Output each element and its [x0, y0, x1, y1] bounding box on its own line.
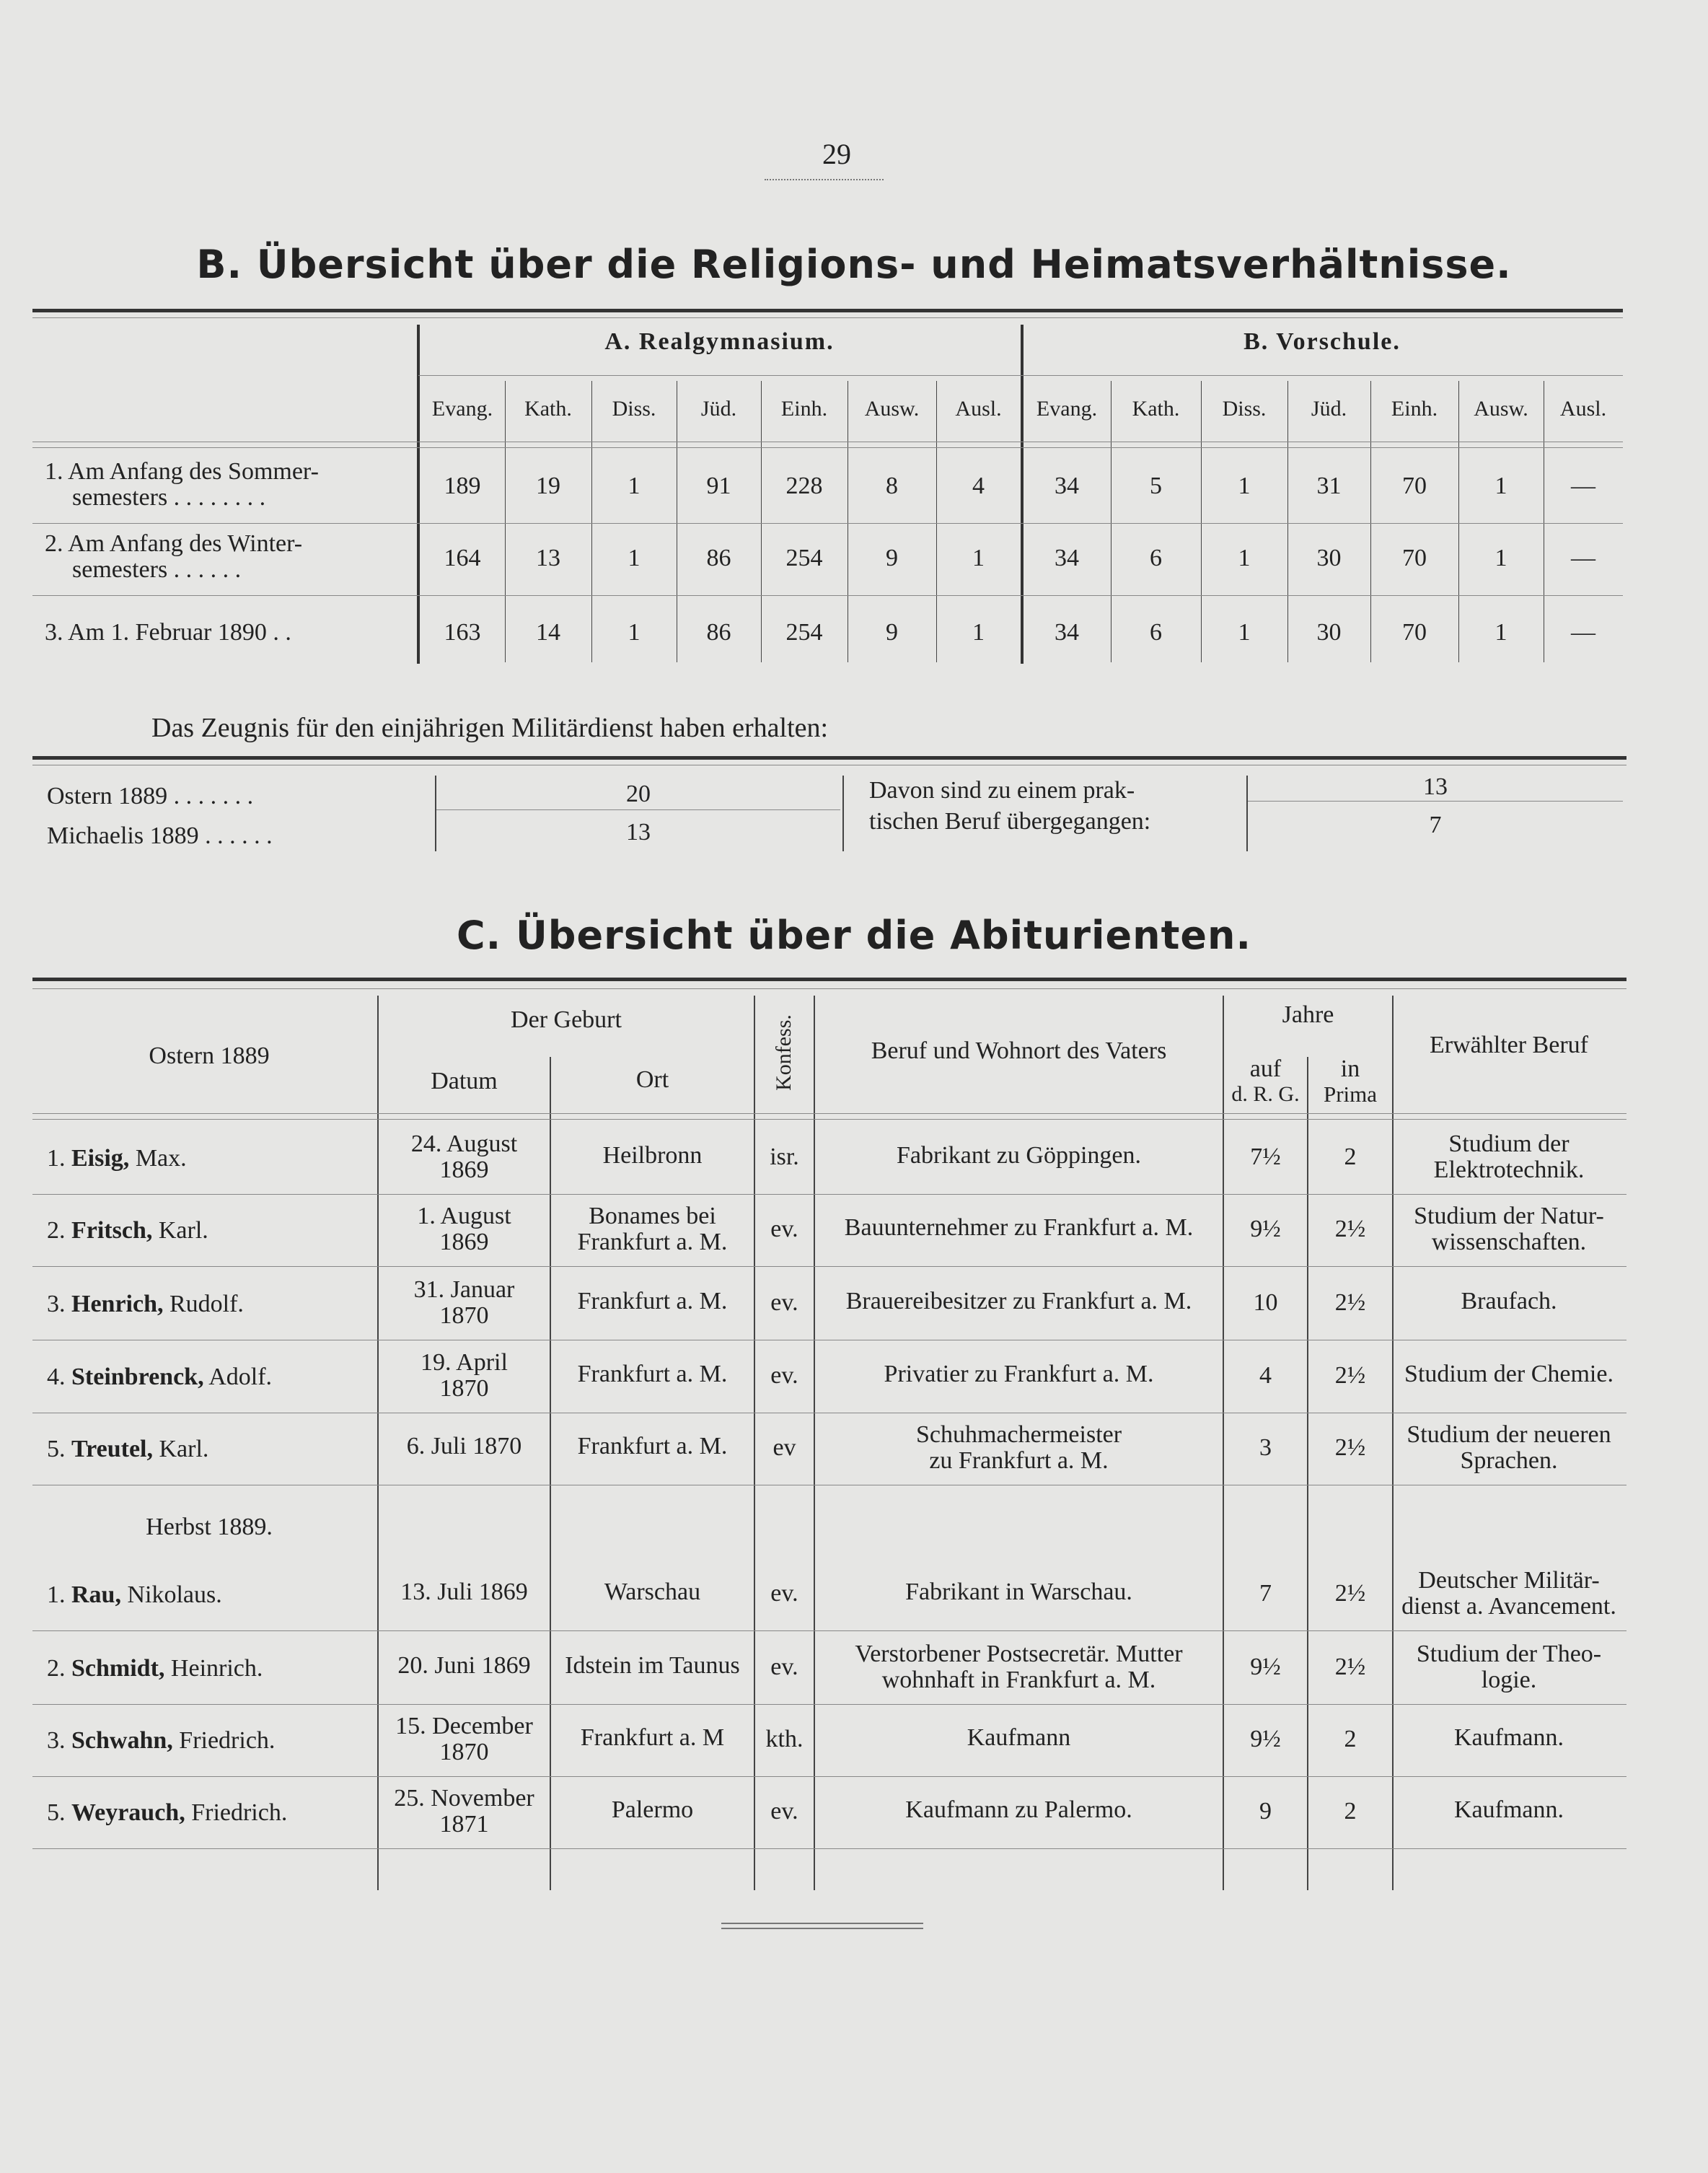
student-number: 3. — [47, 1727, 66, 1754]
ort-header: Ort — [635, 1066, 669, 1093]
beruf-line1: Kaufmann. — [1453, 1724, 1564, 1751]
value-cell: 163 — [444, 619, 481, 646]
datum-line1: 19. April — [421, 1349, 508, 1376]
student-number: 2. — [47, 1217, 66, 1244]
student-name — [47, 1436, 208, 1463]
value-cell: 1 — [628, 473, 640, 499]
value-cell: 91 — [706, 473, 731, 499]
student-number: 1. — [47, 1581, 66, 1608]
konfession: ev — [772, 1434, 796, 1461]
vater-line1: Kaufmann zu Palermo. — [905, 1796, 1132, 1823]
row-label-line1: 1. Am Anfang des Sommer- — [45, 458, 319, 485]
military-middle-line2: tischen Beruf übergegangen: — [869, 808, 1151, 835]
beruf-vater-header: Beruf und Wohnort des Vaters — [871, 1037, 1167, 1064]
student-surname: Steinbrenck, — [71, 1364, 204, 1390]
value-cell: 5 — [1150, 473, 1162, 499]
value-cell: 6 — [1150, 545, 1162, 571]
student-surname: Treutel, — [71, 1436, 153, 1462]
datum-line1: 25. November — [394, 1785, 534, 1812]
ort-line1: Warschau — [604, 1579, 701, 1605]
value-cell: — — [1571, 619, 1595, 646]
beruf-line2: logie. — [1481, 1667, 1537, 1693]
student-name — [47, 1217, 208, 1244]
student-surname: Fritsch, — [71, 1217, 153, 1244]
value-cell: 1 — [1494, 473, 1507, 499]
ort-line1: Heilbronn — [602, 1142, 703, 1169]
vater-line1: Privatier zu Frankfurt a. M. — [884, 1361, 1154, 1387]
years-rg: 9 — [1259, 1798, 1272, 1825]
student-name — [47, 1655, 263, 1682]
konfess-header: Konfess. — [772, 1014, 796, 1091]
section-b-top-rule — [32, 309, 1623, 312]
student-given-name: Friedrich. — [179, 1727, 276, 1754]
value-cell: 228 — [785, 473, 823, 499]
datum-line1: 31. Januar — [413, 1276, 515, 1303]
konfession: ev. — [770, 1289, 798, 1316]
ort-line1: Bonames bei — [589, 1203, 716, 1229]
column-header: Ausl. — [955, 397, 1002, 421]
student-number: 4. — [47, 1364, 66, 1390]
value-cell: 70 — [1402, 545, 1427, 571]
datum-line2: 1870 — [439, 1375, 489, 1402]
vater-line1: Fabrikant zu Göppingen. — [897, 1142, 1141, 1169]
column-header: Einh. — [1391, 397, 1438, 421]
years-prima: 2½ — [1334, 1289, 1366, 1316]
value-cell: 1 — [1238, 473, 1251, 499]
value-cell: 1 — [972, 619, 985, 646]
military-ostern-label: Ostern 1889 . . . . . . . — [47, 783, 254, 809]
konfession: ev. — [770, 1798, 798, 1825]
ort-line1: Frankfurt a. M. — [577, 1288, 728, 1314]
column-header: Kath. — [1132, 397, 1180, 421]
value-cell: 9 — [886, 545, 898, 571]
datum-line1: 6. Juli 1870 — [406, 1433, 522, 1459]
years-rg: 9½ — [1250, 1216, 1281, 1242]
row-label-line2: semesters . . . . . . . . — [72, 484, 266, 511]
row-label-line2: semesters . . . . . . — [72, 556, 242, 583]
student-surname: Schwahn, — [71, 1727, 173, 1754]
datum-line1: 13. Juli 1869 — [400, 1579, 528, 1605]
student-given-name: Nikolaus. — [127, 1581, 222, 1608]
value-cell: — — [1571, 473, 1595, 499]
ort-line1: Frankfurt a. M. — [577, 1433, 728, 1459]
jahre-header: Jahre — [1282, 1001, 1334, 1028]
value-cell: 34 — [1055, 545, 1079, 571]
value-cell: 6 — [1150, 619, 1162, 646]
student-given-name: Rudolf. — [169, 1291, 244, 1317]
beruf-line2: wissenschaften. — [1431, 1229, 1587, 1255]
vater-line1: Schuhmachermeister — [915, 1421, 1122, 1448]
ort-line1: Frankfurt a. M — [580, 1724, 725, 1751]
beruf-line1: Deutscher Militär- — [1418, 1567, 1600, 1594]
konfession: ev. — [770, 1580, 798, 1607]
value-cell: 4 — [972, 473, 985, 499]
column-header: Kath. — [524, 397, 572, 421]
value-cell: 254 — [785, 545, 823, 571]
student-given-name: Friedrich. — [191, 1799, 288, 1826]
datum-line1: 15. December — [395, 1713, 533, 1739]
datum-line1: 24. August — [410, 1131, 518, 1157]
erwaehlt-header: Erwählter Beruf — [1430, 1032, 1588, 1058]
years-rg: 10 — [1253, 1289, 1278, 1316]
military-intro: Das Zeugnis für den einjährigen Militärdienst haben erhalten: — [151, 713, 829, 743]
auf-header-line1: auf — [1249, 1055, 1282, 1082]
years-prima: 2½ — [1334, 1434, 1366, 1461]
datum-line2: 1870 — [439, 1739, 489, 1765]
value-cell: — — [1571, 545, 1595, 571]
section-c-title: C. Übersicht über die Abiturienten. — [457, 913, 1251, 958]
value-cell: 34 — [1055, 473, 1079, 499]
student-name — [47, 1291, 244, 1318]
column-header: Evang. — [431, 397, 493, 421]
vater-line1: Bauunternehmer zu Frankfurt a. M. — [844, 1214, 1194, 1241]
years-rg: 7 — [1259, 1580, 1272, 1607]
ort-line2: Frankfurt a. M. — [577, 1229, 728, 1255]
row-rule — [32, 1630, 1626, 1631]
column-header: Diss. — [612, 397, 656, 421]
years-prima: 2½ — [1334, 1362, 1366, 1389]
beruf-line1: Studium der Chemie. — [1404, 1361, 1614, 1387]
value-cell: 1 — [1238, 545, 1251, 571]
student-name — [47, 1364, 272, 1391]
student-given-name: Karl. — [159, 1436, 209, 1462]
row-label-line1: 2. Am Anfang des Winter- — [45, 530, 303, 557]
beruf-line1: Studium der neueren — [1407, 1421, 1611, 1448]
value-cell: 31 — [1316, 473, 1342, 499]
years-rg: 9½ — [1250, 1654, 1281, 1680]
beruf-line1: Studium der Theo- — [1416, 1641, 1602, 1667]
vater-line2: wohnhaft in Frankfurt a. M. — [881, 1667, 1156, 1693]
value-cell: 9 — [886, 619, 898, 646]
column-header: Diss. — [1222, 397, 1267, 421]
beruf-line1: Studium der Natur- — [1414, 1203, 1604, 1229]
student-number: 1. — [47, 1145, 66, 1172]
vater-line1: Brauereibesitzer zu Frankfurt a. M. — [845, 1288, 1192, 1314]
military-michaelis-value: 13 — [626, 819, 651, 846]
value-cell: 70 — [1402, 473, 1427, 499]
page-number-rule — [765, 179, 884, 180]
years-prima: 2½ — [1334, 1216, 1366, 1242]
ort-line1: Palermo — [611, 1796, 694, 1823]
closing-rule — [721, 1923, 923, 1929]
beruf-line2: Elektrotechnik. — [1433, 1156, 1585, 1183]
student-given-name: Adolf. — [208, 1364, 273, 1390]
value-cell: 164 — [444, 545, 481, 571]
column-header: Einh. — [780, 397, 828, 421]
student-surname: Rau, — [71, 1581, 121, 1608]
beruf-line2: Sprachen. — [1460, 1447, 1558, 1474]
vater-line1: Fabrikant in Warschau. — [905, 1579, 1132, 1605]
value-cell: 34 — [1055, 619, 1079, 646]
row-rule — [32, 1776, 1626, 1777]
konfession: kth. — [765, 1726, 804, 1752]
datum-line2: 1869 — [439, 1229, 489, 1255]
student-given-name: Karl. — [158, 1217, 208, 1244]
group-b-label: B. Vorschule. — [1243, 328, 1401, 355]
value-cell: 1 — [1494, 545, 1507, 571]
student-number: 2. — [47, 1655, 66, 1682]
section-b-title: B. Übersicht über die Religions- und Heimatsverhältnisse. — [196, 242, 1512, 287]
datum-line2: 1870 — [439, 1302, 489, 1329]
column-header: Jüd. — [1311, 397, 1347, 421]
value-cell: 1 — [628, 545, 640, 571]
value-cell: 70 — [1402, 619, 1427, 646]
value-cell: 30 — [1316, 545, 1342, 571]
student-name — [47, 1727, 275, 1755]
datum-line1: 20. Juni 1869 — [397, 1652, 531, 1679]
years-prima: 2 — [1344, 1143, 1357, 1170]
military-right-value1: 13 — [1423, 773, 1448, 800]
military-michaelis-label: Michaelis 1889 . . . . . . — [47, 822, 273, 849]
student-surname: Henrich, — [71, 1291, 164, 1317]
student-given-name: Heinrich. — [170, 1655, 263, 1682]
value-cell: 14 — [536, 619, 560, 646]
student-name — [47, 1145, 187, 1172]
military-right-value2: 7 — [1429, 812, 1442, 838]
value-cell: 86 — [706, 545, 731, 571]
value-cell: 1 — [1238, 619, 1251, 646]
years-rg: 9½ — [1250, 1726, 1281, 1752]
datum-line2: 1871 — [439, 1811, 489, 1838]
datum-line2: 1869 — [439, 1156, 489, 1183]
student-number: 3. — [47, 1291, 66, 1317]
military-ostern-value: 20 — [626, 781, 651, 807]
column-header: Ausw. — [864, 397, 920, 421]
student-number: 5. — [47, 1799, 66, 1826]
row-rule — [32, 1266, 1626, 1267]
student-name — [47, 1799, 287, 1827]
value-cell: 8 — [886, 473, 898, 499]
vater-line2: zu Frankfurt a. M. — [929, 1447, 1109, 1474]
vater-line1: Verstorbener Postsecretär. Mutter — [855, 1641, 1183, 1667]
konfession: isr. — [770, 1143, 799, 1170]
years-rg: 4 — [1259, 1362, 1272, 1389]
page-number: 29 — [822, 138, 851, 170]
value-cell: 1 — [1494, 619, 1507, 646]
value-cell: 1 — [628, 619, 640, 646]
column-header: Jüd. — [700, 397, 737, 421]
konfession: ev. — [770, 1216, 798, 1242]
value-cell: 30 — [1316, 619, 1342, 646]
group-a-label: A. Realgymnasium. — [604, 328, 835, 355]
student-number: 5. — [47, 1436, 66, 1462]
value-cell: 19 — [536, 473, 560, 499]
ort-line1: Frankfurt a. M. — [577, 1361, 728, 1387]
student-given-name: Max. — [135, 1145, 187, 1172]
years-rg: 7½ — [1250, 1143, 1281, 1170]
value-cell: 254 — [785, 619, 823, 646]
row-rule — [32, 523, 1623, 524]
header-rule — [32, 447, 1623, 448]
row-rule — [32, 1194, 1626, 1195]
military-middle-line1: Davon sind zu einem prak- — [869, 777, 1135, 804]
konfession: ev. — [770, 1362, 798, 1389]
column-header: Ausw. — [1474, 397, 1528, 421]
beruf-line2: dienst a. Avancement. — [1401, 1593, 1616, 1620]
student-surname: Eisig, — [71, 1145, 130, 1172]
row-rule — [32, 1704, 1626, 1705]
row-label-line1: 3. Am 1. Februar 1890 . . — [45, 619, 291, 646]
geburt-header: Der Geburt — [511, 1006, 622, 1033]
beruf-line1: Kaufmann. — [1453, 1796, 1564, 1823]
ort-line1: Idstein im Taunus — [565, 1652, 740, 1679]
row-rule — [32, 1848, 1626, 1849]
years-prima: 2 — [1344, 1798, 1357, 1825]
datum-header: Datum — [431, 1068, 498, 1094]
in-header-line2: Prima — [1323, 1081, 1378, 1107]
value-cell: 1 — [972, 545, 985, 571]
beruf-line1: Braufach. — [1461, 1288, 1557, 1314]
vater-line1: Kaufmann — [967, 1724, 1071, 1751]
column-header: Evang. — [1036, 397, 1098, 421]
student-name — [47, 1581, 222, 1609]
auf-header-line2: d. R. G. — [1231, 1082, 1300, 1106]
years-prima: 2 — [1344, 1726, 1357, 1752]
herbst-label: Herbst 1889. — [146, 1514, 273, 1540]
datum-line1: 1. August — [417, 1203, 511, 1229]
value-cell: 13 — [536, 545, 560, 571]
years-rg: 3 — [1259, 1434, 1272, 1461]
years-prima: 2½ — [1334, 1580, 1366, 1607]
term-ostern-header: Ostern 1889 — [149, 1042, 270, 1069]
konfession: ev. — [770, 1654, 798, 1680]
value-cell: 189 — [444, 473, 481, 499]
column-header: Ausl. — [1559, 397, 1607, 421]
student-surname: Weyrauch, — [71, 1799, 185, 1826]
row-rule — [32, 595, 1623, 596]
years-prima: 2½ — [1334, 1654, 1366, 1680]
value-cell: 86 — [706, 619, 731, 646]
student-surname: Schmidt, — [71, 1655, 165, 1682]
in-header-line1: in — [1340, 1055, 1360, 1082]
beruf-line1: Studium der — [1448, 1131, 1570, 1157]
